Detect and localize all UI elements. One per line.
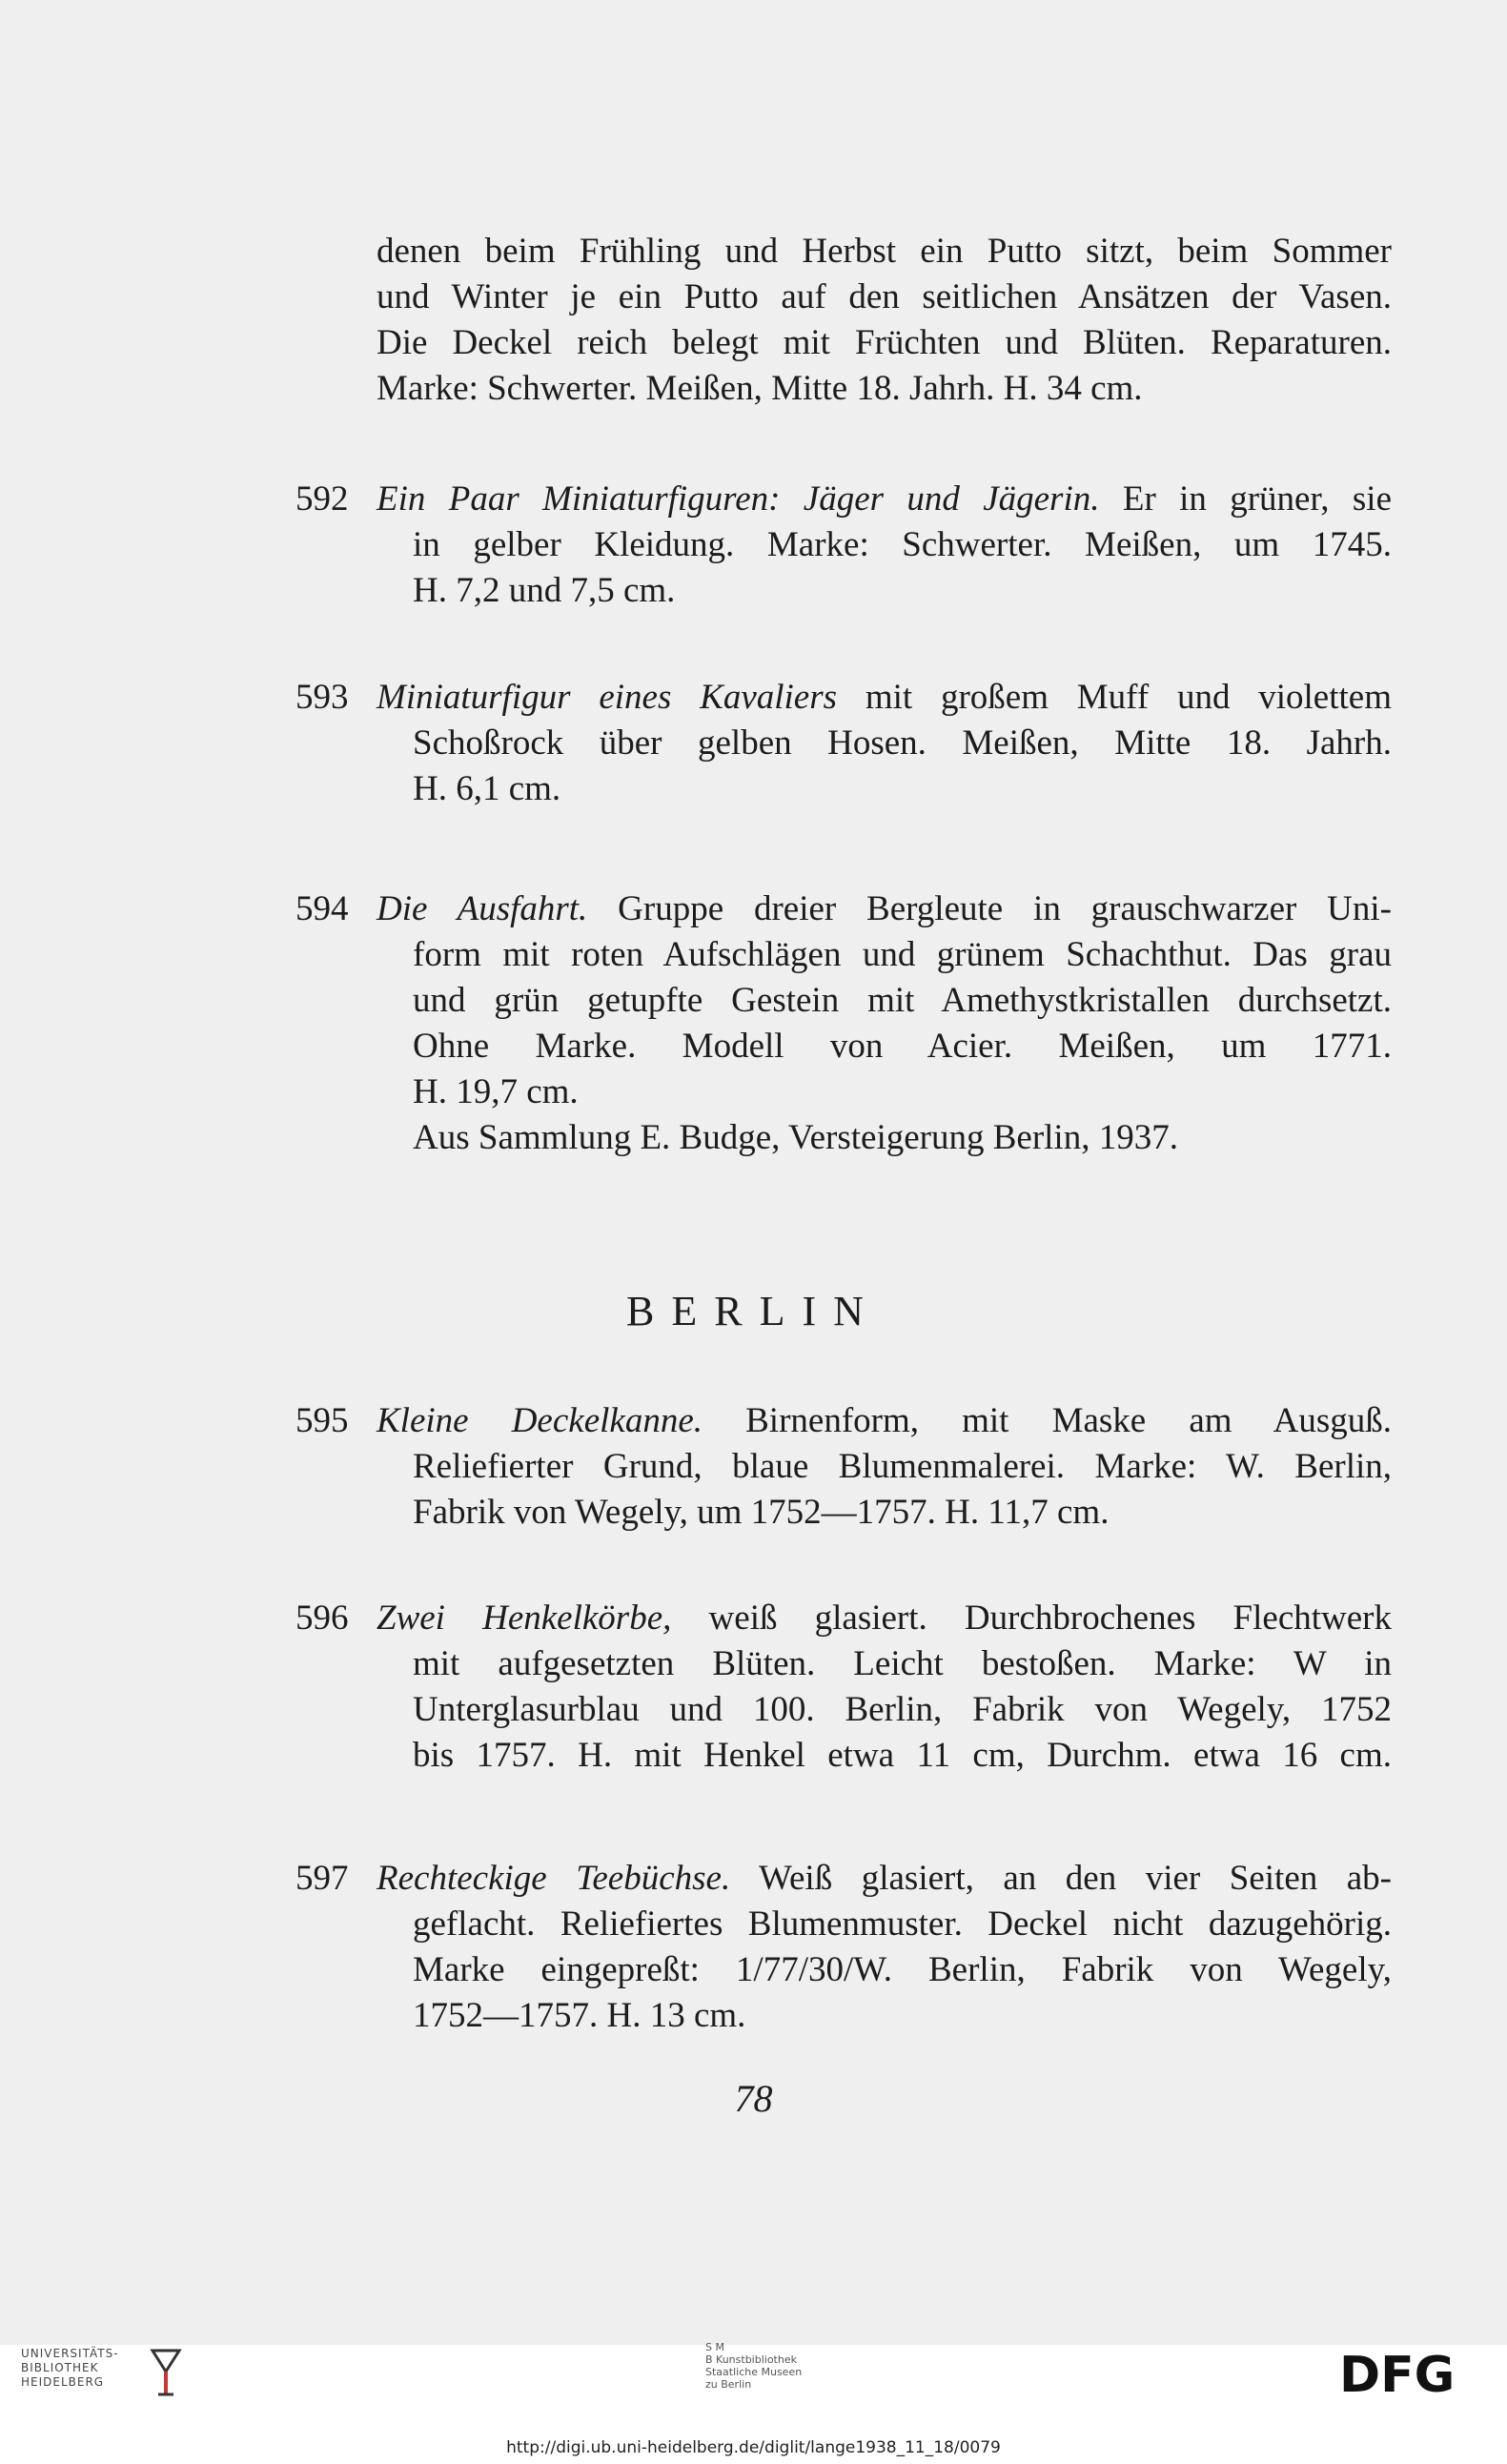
text-line: Marke: Schwerter. Meißen, Mitte 18. Jahrh. H. 34 cm. — [377, 369, 1143, 408]
entry-title: Zwei Henkelkörbe, — [377, 1599, 672, 1638]
entry-number: 594 — [295, 889, 349, 928]
entry-text: mit großem Muff und violettem — [837, 678, 1392, 717]
catalog-entry-593 — [295, 675, 1392, 812]
text-line: denen beim Frühling und Herbst ein Putto sitzt, beim Sommer — [377, 232, 1392, 271]
dfg-logo-icon — [1339, 2348, 1492, 2397]
entry-title: Kleine Deckelkanne. — [377, 1401, 703, 1440]
museum-line: S M — [705, 2341, 724, 2353]
text-line: Fabrik von Wegely, um 1752—1757. H. 11,7 cm. — [413, 1493, 1110, 1532]
university-library-label — [21, 2347, 119, 2390]
museum-library-label — [705, 2341, 802, 2391]
museum-line: zu Berlin — [705, 2378, 752, 2391]
entry-number: 592 — [295, 479, 349, 519]
entry-text: Gruppe dreier Bergleute in grauschwarzer Uni- — [587, 889, 1393, 928]
catalog-entry-592 — [295, 477, 1392, 614]
entry-number: 596 — [295, 1599, 349, 1638]
entry-text: weiß glasiert. Durchbrochenes Flechtwerk — [671, 1599, 1392, 1638]
text-line: Marke eingepreßt: 1/77/30/W. Berlin, Fabrik von Wegely, — [413, 1950, 1392, 1989]
text-line: Reliefierter Grund, blaue Blumenmalerei. Marke: W. Berlin, — [413, 1447, 1392, 1486]
catalog-entry-594 — [295, 886, 1393, 1161]
text-line: bis 1757. H. mit Henkel etwa 11 cm, Durchm. etwa 16 cm. — [413, 1736, 1392, 1775]
dfg-logo-text: DFG — [1339, 2348, 1456, 2397]
text-line: und grün getupfte Gestein mit Amethystkristallen durchsetzt. — [413, 981, 1392, 1020]
text-line: H. 19,7 cm. — [413, 1072, 579, 1111]
entry-title: Miniaturfigur eines Kavaliers — [377, 678, 838, 717]
text-line — [377, 1856, 1392, 1902]
source-url[interactable]: http://digi.ub.uni-heidelberg.de/diglit/lange1938_11_18/0079 — [506, 2438, 1001, 2457]
text-line: Schoßrock über gelben Hosen. Meißen, Mitte 18. Jahrh. — [413, 723, 1392, 763]
museum-line: B Kunstbibliothek — [705, 2353, 797, 2366]
text-line — [377, 1398, 1392, 1444]
text-line: Die Deckel reich belegt mit Früchten und Blüten. Reparaturen. — [377, 323, 1392, 362]
university-line: BIBLIOTHEK — [21, 2361, 99, 2374]
text-line: in gelber Kleidung. Marke: Schwerter. Meißen, um 1745. — [413, 525, 1392, 564]
entry-number: 595 — [295, 1401, 349, 1440]
catalog-entry-596 — [295, 1596, 1392, 1779]
text-line — [377, 675, 1392, 721]
text-line: form mit roten Aufschlägen und grünem Schachthut. Das grau — [413, 935, 1392, 974]
entry-title: Rechteckige Teebüchse. — [377, 1859, 731, 1898]
text-line: 1752—1757. H. 13 cm. — [413, 1996, 746, 2035]
museum-line: Staatliche Museen — [705, 2366, 803, 2378]
entry-text: Weiß glasiert, an den vier Seiten ab- — [730, 1859, 1392, 1898]
catalog-entry-597 — [295, 1856, 1392, 2039]
provenance-line: Aus Sammlung E. Budge, Versteigerung Berlin, 1937. — [413, 1118, 1178, 1157]
catalog-entry-595 — [295, 1398, 1392, 1536]
text-line: geflacht. Reliefiertes Blumenmuster. Deckel nicht dazugehörig. — [413, 1904, 1392, 1944]
text-line: und Winter je ein Putto auf den seitlichen Ansätzen der Vasen. — [377, 277, 1392, 316]
university-line: HEIDELBERG — [21, 2375, 105, 2389]
entry-text: Er in grüner, sie — [1099, 479, 1392, 519]
text-line — [377, 477, 1392, 522]
text-line: H. 6,1 cm. — [413, 769, 561, 808]
university-line: UNIVERSITÄTS- — [21, 2347, 119, 2360]
text-line: mit aufgesetzten Blüten. Leicht bestoßen. Marke: W in — [413, 1644, 1392, 1683]
text-line: Unterglasurblau und 100. Berlin, Fabrik von Wegely, 1752 — [413, 1690, 1392, 1729]
page-number: 78 — [734, 2077, 773, 2120]
text-line: Ohne Marke. Modell von Acier. Meißen, um 1771. — [413, 1027, 1392, 1066]
section-heading: BERLIN — [626, 1288, 881, 1334]
entry-number: 597 — [295, 1859, 349, 1898]
text-line — [377, 886, 1392, 932]
entry-title: Ein Paar Miniaturfiguren: Jäger und Jägerin. — [377, 479, 1100, 519]
catalog-entry-continuation — [377, 229, 1392, 412]
text-line — [377, 1596, 1392, 1641]
entry-text: Birnenform, mit Maske am Ausguß. — [703, 1401, 1392, 1440]
university-logo-icon — [143, 2345, 189, 2398]
entry-number: 593 — [295, 678, 349, 717]
entry-title: Die Ausfahrt. — [377, 889, 588, 928]
text-line: H. 7,2 und 7,5 cm. — [413, 571, 676, 610]
